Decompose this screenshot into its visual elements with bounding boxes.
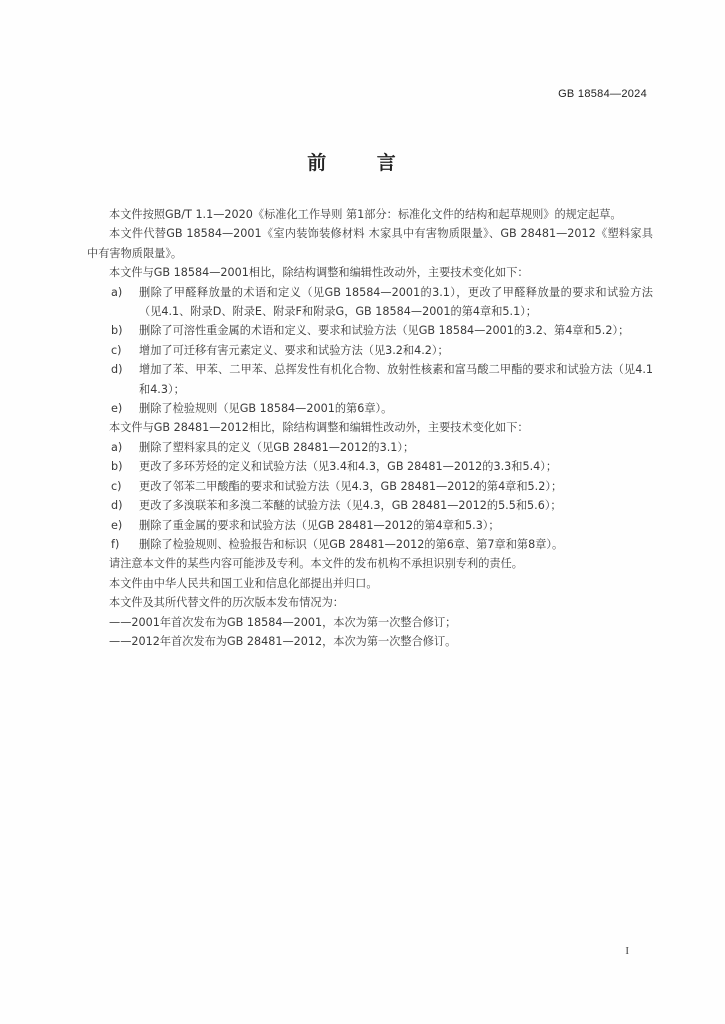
list-item-label: a): [111, 440, 123, 454]
list-item: [87, 477, 653, 496]
list-item-text: 删除了可溶性重金属的术语和定义、要求和试验方法（见GB 18584—2001的3.2、第4章和5.2）；: [139, 324, 630, 338]
page-number: I: [625, 945, 629, 957]
list-item: [87, 321, 653, 340]
paragraph-changes-18584: 本文件与GB 18584—2001相比，除结构调整和编辑性改动外，主要技术变化如下：: [109, 266, 529, 280]
list-item-text: 删除了甲醛释放量的术语和定义（见GB 18584—2001的3.1），更改了甲醛释放量的要求和试验方法（见4.1、附录D、附录E、附录F和附录G，GB 18584—2001的第4章和5.1）；: [139, 285, 653, 319]
list-item: [87, 457, 653, 476]
list-item-text: 更改了邻苯二甲酸酯的要求和试验方法（见4.3，GB 28481—2012的第4章和5.2）；: [139, 479, 563, 493]
list-item-label: e): [111, 518, 123, 532]
list-item-text: 更改了多溴联苯和多溴二苯醚的试验方法（见4.3，GB 28481—2012的5.5和5.6）；: [139, 499, 562, 513]
history-list: [87, 613, 653, 652]
paragraph-drafting-rules: 本文件按照GB/T 1.1—2020《标准化工作导则 第1部分：标准化文件的结构和起草规则》的规定起草。: [109, 208, 622, 221]
list-item-label: f): [111, 537, 120, 551]
list-item-text: 删除了检验规则、检验报告和标识（见GB 28481—2012的第6章、第7章和第8章）。: [139, 537, 564, 551]
list-item-text: 删除了重金属的要求和试验方法（见GB 28481—2012的第4章和5.3）；: [139, 518, 500, 532]
page-title: 前 言: [307, 152, 418, 174]
paragraph-history-intro: 本文件及其所代替文件的历次版本发布情况为：: [109, 596, 344, 610]
list-item-label: e): [111, 402, 123, 416]
standard-code: GB 18584—2024: [558, 88, 647, 100]
list-item-text: 删除了检验规则（见GB 18584—2001的第6章）。: [139, 402, 393, 416]
list-item: [87, 516, 653, 535]
list-item: [87, 535, 653, 554]
list-item-label: a): [111, 285, 123, 299]
list-item: [87, 399, 653, 418]
history-item: ——2001年首次发布为GB 18584—2001，本次为第一次整合修订；: [109, 615, 457, 629]
foreword-body: [87, 205, 653, 651]
list-item: [87, 438, 653, 457]
list-item-text: 增加了可迁移有害元素定义、要求和试验方法（见3.2和4.2）；: [139, 343, 449, 357]
history-item: ——2012年首次发布为GB 28481—2012，本次为第一次整合修订。: [109, 634, 457, 648]
paragraph-proposer: 本文件由中华人民共和国工业和信息化部提出并归口。: [109, 576, 378, 590]
list-item-label: d): [111, 363, 123, 377]
list-item-label: c): [111, 343, 122, 357]
list-item-label: b): [111, 460, 123, 474]
list-item: [87, 496, 653, 515]
list-item-label: b): [111, 324, 123, 338]
paragraph-patent-notice: 请注意本文件的某些内容可能涉及专利。本文件的发布机构不承担识别专利的责任。: [109, 557, 523, 571]
list-item: [87, 283, 653, 322]
list-item-text: 删除了塑料家具的定义（见GB 28481—2012的3.1）；: [139, 440, 415, 454]
list-item: [87, 360, 653, 399]
list-item-text: 更改了多环芳烃的定义和试验方法（见3.4和4.3，GB 28481—2012的3.3和5.4）；: [139, 460, 558, 474]
paragraph-replaces: 本文件代替GB 18584—2001《室内装饰装修材料 木家具中有害物质限量》、GB 28481—2012《塑料家具中有害物质限量》。: [87, 227, 653, 260]
list-item-label: d): [111, 499, 123, 513]
changes-list-28481: [87, 438, 653, 554]
list-item-text: 增加了苯、甲苯、二甲苯、总挥发性有机化合物、放射性核素和富马酸二甲酯的要求和试验方法（见4.1和4.3）；: [139, 363, 653, 396]
list-item: [87, 341, 653, 360]
paragraph-changes-28481: 本文件与GB 28481—2012相比，除结构调整和编辑性改动外，主要技术变化如下：: [109, 421, 529, 435]
list-item-label: c): [111, 479, 122, 493]
changes-list-18584: [87, 283, 653, 419]
